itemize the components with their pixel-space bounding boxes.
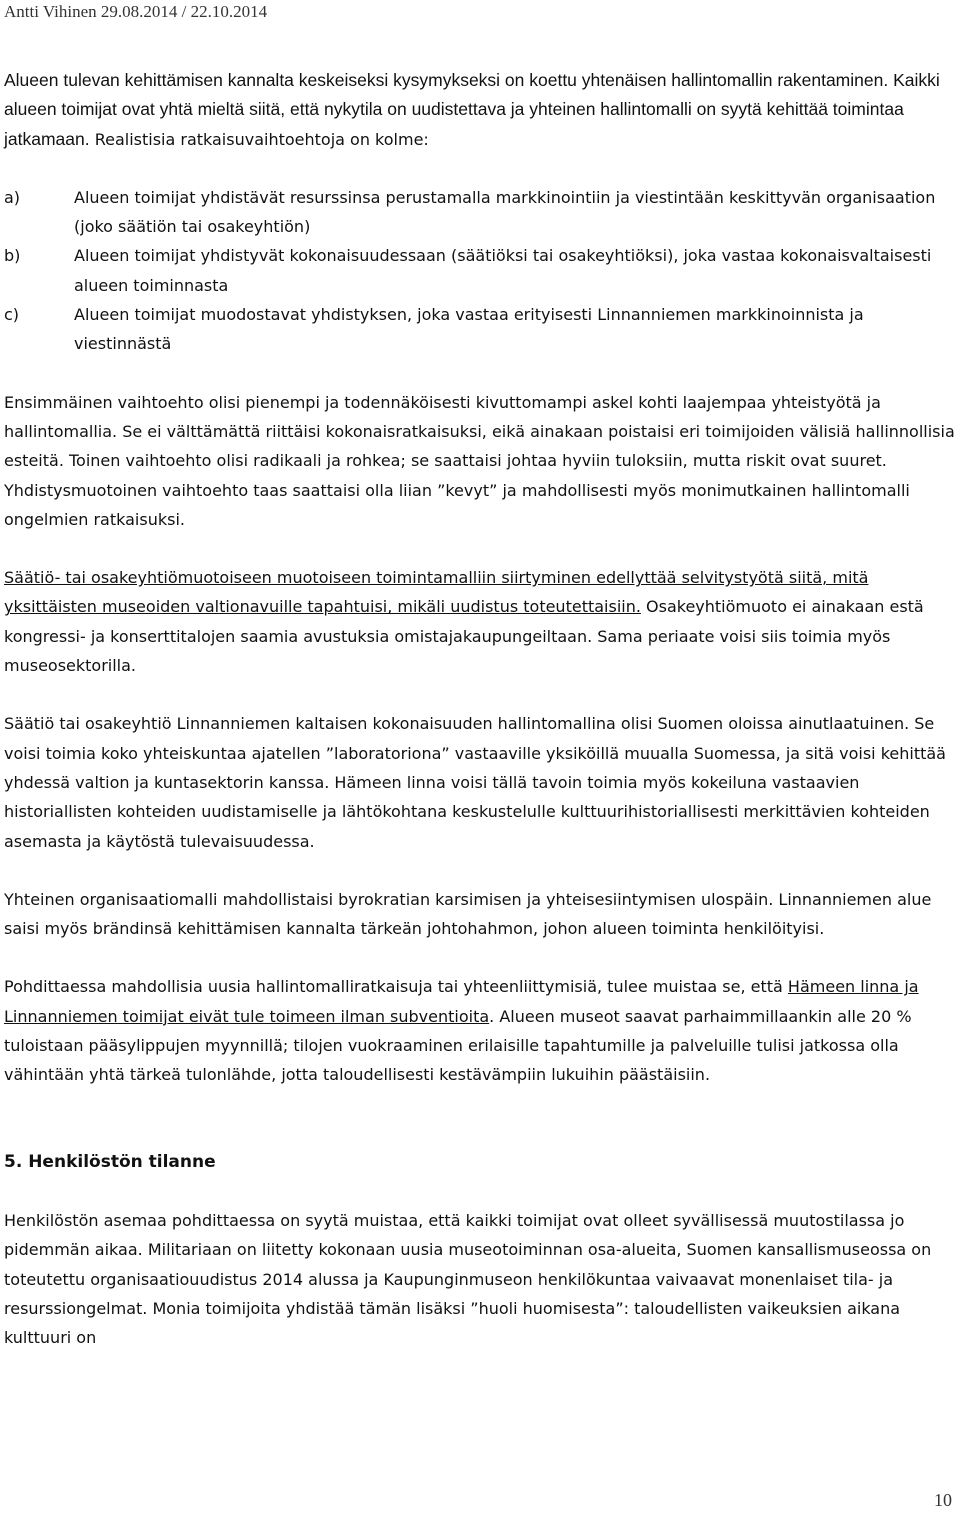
page-number: 10 (934, 1490, 952, 1510)
alt-marker: b) (4, 246, 21, 266)
alt-text: Alueen toimijat muodostavat yhdistyksen, joka vastaa erityisesti Linnanniemen markkinoinnista ja viestinnästä (74, 305, 864, 354)
alternative-a (4, 183, 956, 242)
paragraph-first-option: Ensimmäinen vaihtoehto olisi pienempi ja todennäköisesti kivuttomampi askel kohti laajempaa yhteistyötä ja hallintomallia. Se ei välttämättä riittäisi kokonaisratkaisuksi, eikä ainakaan poistaisi eri toimijoiden välisiä hallinnollisia esteitä. Toinen vaihtoehto olisi radikaali ja rohkea; se saattaisi johtaa hyviin tuloksiin, mutta riskit ovat suuret. Yhdistysmuotoinen vaihtoehto taas saattaisi olla liian ”kevyt” ja mahdollisesti myös monimutkainen hallintomalli ongelmien ratkaisuksi. (4, 392, 955, 529)
paragraph-foundation (4, 563, 956, 680)
alternative-b (4, 241, 956, 300)
paragraph-unique: Säätiö tai osakeyhtiö Linnanniemen kaltaisen kokonaisuuden hallintomallina olisi Suomen oloissa ainutlaatuinen. Se voisi toimia koko yhteiskuntaa ajatellen ”laboratoriona” vastaaville yksiköillä muualla Suomessa, ja sitä voisi kehittää yhdessä valtion ja kuntasektorin kanssa. Hämeen linna voisi tällä tavoin toimia myös kokeiluna vastaavien historiallisten kohteiden uudistamiselle ja lähtökohtana keskustelulle kulttuurihistoriallisesti merkittävien kohteiden asemasta ja käytöstä tulevaisuudessa. (4, 714, 946, 851)
intro-text: Alueen tulevan kehittämisen kannalta keskeiseksi kysymykseksi on koettu yhtenäisen hallintomallin rakentaminen. Kaikki alueen toimijat ovat yhtä mieltä siitä, että nykytila on uudistettava ja yhteinen hallintomalli on syytä kehittää toimintaa jatkamaan. (4, 70, 940, 149)
alternatives-list (4, 183, 956, 359)
underlined-text: Hämeen linna ja Linnanniemen toimijat eivät tule toimeen ilman subventioita (4, 977, 919, 1026)
intro-tail: Realistisia ratkaisuvaihtoehtoja on kolme: (89, 129, 429, 149)
paragraph-text: . Alueen museot saavat parhaimmillaankin alle 20 % tuloistaan pääsylippujen myynnillä; tilojen vuokraaminen erilaisille tapahtumille ja palveluille tulisi jatkossa olla vähintään yhtä tärkeä tulonlähde, jotta taloudellisesti kestävämpiin lukuihin päästäisiin. (4, 1006, 912, 1085)
paragraph-subsidies (4, 972, 956, 1089)
paragraph-text: Osakeyhtiömuoto ei ainakaan estä kongressi- ja konserttitalojen saamia avustuksia omistajakaupungeiltaan. Sama periaate voisi siis toimia myös museosektorilla. (4, 597, 924, 676)
page-header: Antti Vihinen 29.08.2014 / 22.10.2014 (4, 2, 268, 21)
alternative-c (4, 300, 956, 359)
intro-paragraph (4, 66, 956, 154)
paragraph-text: Pohdittaessa mahdollisia uusia hallintomalliratkaisuja tai yhteenliittymisiä, tulee muistaa se, että (4, 977, 788, 997)
alt-marker: a) (4, 187, 21, 207)
paragraph-common-model: Yhteinen organisaatiomalli mahdollistaisi byrokratian karsimisen ja yhteisesiintymisen ulospäin. Linnanniemen alue saisi myös brändinsä kehittämisen kannalta tärkeän johtohahmon, johon alueen toiminta henkilöityisi. (4, 889, 932, 939)
alt-text: Alueen toimijat yhdistyvät kokonaisuudessaan (säätiöksi tai osakeyhtiöksi), joka vastaa kokonaisvaltaisesti alueen toiminnasta (74, 246, 932, 295)
alt-text: Alueen toimijat yhdistävät resurssinsa perustamalla markkinointiin ja viestintään keskittyvän organisaation (joko säätiön tai osakeyhtiön) (74, 187, 936, 237)
alt-marker: c) (4, 305, 20, 325)
underlined-text: Säätiö- tai osakeyhtiömuotoiseen muotoiseen toimintamalliin siirtyminen edellyttää selvitystyötä siitä, mitä yksittäisten museoiden valtionavuille tapahtuisi, mikäli uudistus toteutettaisiin. (4, 568, 869, 617)
paragraph-staff: Henkilöstön asemaa pohdittaessa on syytä muistaa, että kaikki toimijat ovat olleet syvällisessä muutostilassa jo pidemmän aikaa. Militariaan on liitetty kokonaan uusia museotoiminnan osa-alueita, Suomen kansallismuseossa on toteutettu organisaatiouudistus 2014 alussa ja Kaupunginmuseon henkilökuntaa vaivaavat monenlaiset tila- ja resurssiongelmat. Monia toimijoita yhdistää tämän lisäksi ”huoli huomisesta”: taloudellisten vaikeuksien aikana kulttuuri on (4, 1210, 932, 1348)
section-heading: 5. Henkilöstön tilanne (4, 1151, 216, 1172)
document-body (4, 66, 956, 1352)
